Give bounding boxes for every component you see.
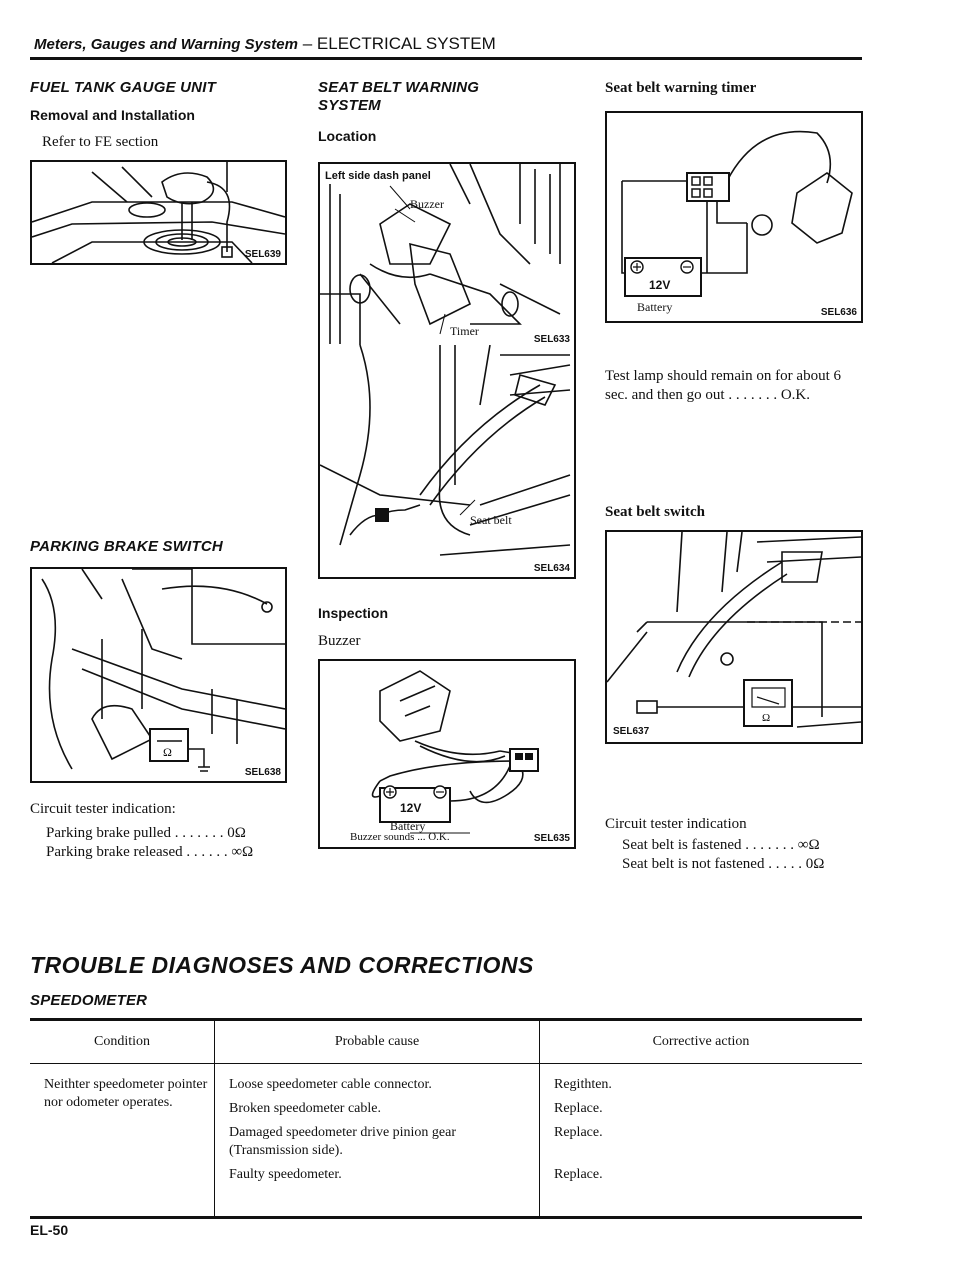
timer-battery-label: Battery (637, 300, 673, 314)
inspection-title: Inspection (318, 605, 389, 621)
tester-row-pulled (46, 824, 286, 843)
action-item: Regithten. (554, 1077, 612, 1092)
buzzer-note: Buzzer sounds ... O.K. (350, 831, 450, 843)
timer-text-dots: . . . . . . . (728, 387, 778, 403)
page-header (34, 34, 496, 54)
parking-brake-figure-code: SEL638 (244, 767, 281, 778)
location-figure-dash (318, 162, 576, 350)
cause-item: Faulty speedometer. (229, 1167, 342, 1182)
table-header-row (30, 1020, 862, 1064)
location-figure-seat-belt (318, 345, 576, 579)
tester-row-fastened (622, 836, 872, 855)
tester-row-label: Seat belt is not fastened (622, 856, 765, 872)
table-row (30, 1064, 862, 1218)
buzzer-figure-code: SEL635 (533, 833, 570, 844)
fuel-tank-figure (30, 160, 287, 265)
tester-row-value: 0Ω (805, 856, 825, 872)
buzzer-circuit-illustration (320, 661, 574, 847)
switch-tester-title: Circuit tester indication (605, 816, 747, 832)
table-cell-condition: Neithter speedometer pointer nor odometer operates. (30, 1064, 215, 1218)
timer-text (605, 367, 867, 405)
table-cell-actions (540, 1064, 863, 1218)
tester-row-dots: . . . . . (768, 856, 802, 872)
tester-row-value: ∞Ω (797, 837, 820, 853)
buzzer-title: Buzzer (318, 633, 361, 649)
trouble-title: TROUBLE DIAGNOSES AND CORRECTIONS (30, 952, 534, 978)
fuel-tank-subtitle: Removal and Installation (30, 107, 195, 123)
parking-brake-tester-title: Circuit tester indication: (30, 801, 176, 817)
dash-panel-illustration (320, 164, 574, 348)
header-dash: – (302, 34, 313, 53)
tester-row-label: Seat belt is fastened (622, 837, 742, 853)
speedometer-subtitle: SPEEDOMETER (30, 992, 148, 1009)
tester-row-released (46, 843, 286, 862)
fuel-tank-title: FUEL TANK GAUGE UNIT (30, 79, 216, 96)
tester-row-not-fastened (622, 855, 872, 874)
action-item: Replace. (554, 1167, 603, 1182)
parking-brake-illustration (32, 569, 285, 781)
switch-figure-code: SEL637 (613, 726, 650, 737)
seat-belt-title (318, 79, 479, 115)
tester-row-dots: . . . . . . . (174, 825, 224, 841)
parking-brake-ohm-label: Ω (163, 745, 172, 759)
buzzer-figure (318, 659, 576, 849)
timer-label: Timer (450, 324, 479, 338)
tester-row-label: Parking brake pulled (46, 825, 171, 841)
timer-text-body: Test lamp should remain on for about 6 sec. and then go out (605, 368, 841, 403)
action-item: Replace. (554, 1101, 603, 1116)
header-section-italic: Meters, Gauges and Warning System (34, 36, 298, 53)
fuel-tank-text: Refer to FE section (42, 134, 159, 150)
parking-brake-title: PARKING BRAKE SWITCH (30, 538, 223, 555)
timer-title: Seat belt warning timer (605, 80, 757, 96)
table-header-cause: Probable cause (215, 1020, 540, 1064)
cause-item: Loose speedometer cable connector. (229, 1077, 432, 1092)
timer-figure (605, 111, 863, 323)
switch-title: Seat belt switch (605, 504, 705, 520)
seat-belt-location-illustration (320, 345, 574, 577)
fuel-tank-illustration (32, 162, 285, 263)
switch-tester-list (622, 836, 872, 874)
parking-brake-figure (30, 567, 287, 783)
fuel-tank-figure-code: SEL639 (244, 249, 281, 260)
action-item: Replace. (554, 1125, 603, 1140)
tester-row-dots: . . . . . . . (745, 837, 795, 853)
location-figure-dash-code: SEL633 (533, 334, 570, 345)
location-figure-seat-belt-code: SEL634 (533, 563, 570, 574)
buzzer-label: Buzzer (410, 197, 444, 211)
table-header-action: Corrective action (540, 1020, 863, 1064)
table-cell-causes (215, 1064, 540, 1218)
timer-text-ok: O.K. (780, 387, 810, 403)
tester-row-label: Parking brake released (46, 844, 183, 860)
tester-row-dots: . . . . . . (186, 844, 228, 860)
table-header-condition: Condition (30, 1020, 215, 1064)
seat-belt-label: Seat belt (470, 513, 512, 527)
switch-figure (605, 530, 863, 744)
buzzer-battery-label: Battery (390, 819, 426, 833)
speedometer-table (30, 1018, 862, 1219)
timer-voltage-label: 12V (649, 278, 671, 292)
header-section-caps: ELECTRICAL SYSTEM (316, 34, 496, 53)
cause-item: Broken speedometer cable. (229, 1101, 381, 1116)
switch-ohm-label: Ω (762, 712, 771, 724)
page-number: EL-50 (30, 1222, 69, 1238)
header-rule (30, 57, 862, 60)
seat-belt-switch-illustration (607, 532, 861, 742)
dash-panel-label: Left side dash panel (325, 170, 431, 182)
seat-belt-title-line2: SYSTEM (318, 97, 381, 114)
buzzer-voltage-label: 12V (400, 801, 422, 815)
timer-figure-code: SEL636 (820, 307, 857, 318)
timer-circuit-illustration (607, 113, 861, 321)
seat-belt-title-line1: SEAT BELT WARNING (318, 79, 480, 96)
cause-item: Damaged speedometer drive pinion gear (Transmission side). (229, 1125, 457, 1158)
parking-brake-tester-list (46, 824, 286, 862)
tester-row-value: ∞Ω (231, 844, 254, 860)
seat-belt-location: Location (318, 128, 377, 144)
tester-row-value: 0Ω (227, 825, 246, 841)
